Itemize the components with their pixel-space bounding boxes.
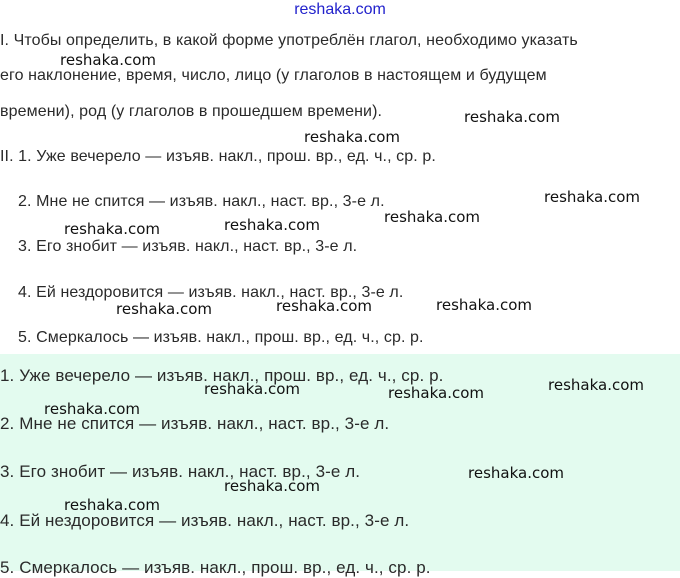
- watermark: reshaka.com: [384, 208, 480, 226]
- answer-item-1: 1. Уже вечерело — изъяв. накл., прош. вр., ед. ч., ср. р.: [0, 366, 444, 385]
- answer-item-3: 3. Его знобит — изъяв. накл., наст. вр., 3-е л.: [0, 462, 361, 481]
- watermark: reshaka.com: [548, 376, 644, 394]
- watermark: reshaka.com: [544, 188, 640, 206]
- task2-item-3: 3. Его знобит — изъяв. накл., наст. вр., 3-е л.: [18, 238, 358, 255]
- header-link[interactable]: reshaka.com: [294, 1, 386, 18]
- task2-item-1: II. 1. Уже вечерело — изъяв. накл., прош. вр., ед. ч., ср. р.: [0, 148, 436, 165]
- watermark: reshaka.com: [116, 300, 212, 318]
- answer-item-4: 4. Ей нездоровится — изъяв. накл., наст. вр., 3-е л.: [0, 511, 410, 530]
- answer-item-5: 5. Смеркалось — изъяв. накл., прош. вр., ед. ч., ср. р.: [0, 558, 431, 577]
- watermark: reshaka.com: [224, 216, 320, 234]
- watermark: reshaka.com: [204, 380, 300, 398]
- watermark: reshaka.com: [64, 496, 160, 514]
- task1-line2: его наклонение, время, число, лицо (у глаголов в настоящем и будущем: [0, 67, 547, 84]
- task2-item-5: 5. Смеркалось — изъяв. накл., прош. вр., ед. ч., ср. р.: [18, 329, 424, 346]
- watermark: reshaka.com: [276, 297, 372, 315]
- watermark: reshaka.com: [44, 400, 140, 418]
- watermark: reshaka.com: [464, 108, 560, 126]
- task2-item-4: 4. Ей нездоровится — изъяв. накл., наст. вр., 3-е л.: [18, 284, 404, 301]
- task1-line1: I. Чтобы определить, в какой форме употреблён глагол, необходимо указать: [0, 32, 578, 49]
- watermark: reshaka.com: [388, 384, 484, 402]
- watermark: reshaka.com: [468, 464, 564, 482]
- watermark: reshaka.com: [436, 296, 532, 314]
- watermark: reshaka.com: [64, 220, 160, 238]
- answer-item-2: 2. Мне не спится — изъяв. накл., наст. вр., 3-е л.: [0, 414, 390, 433]
- watermark: reshaka.com: [60, 51, 156, 69]
- task2-item-2: 2. Мне не спится — изъяв. накл., наст. вр., 3-е л.: [18, 193, 385, 210]
- task1-line3: времени), род (у глаголов в прошедшем времени).: [0, 103, 383, 120]
- watermark: reshaka.com: [224, 477, 320, 495]
- watermark: reshaka.com: [304, 128, 400, 146]
